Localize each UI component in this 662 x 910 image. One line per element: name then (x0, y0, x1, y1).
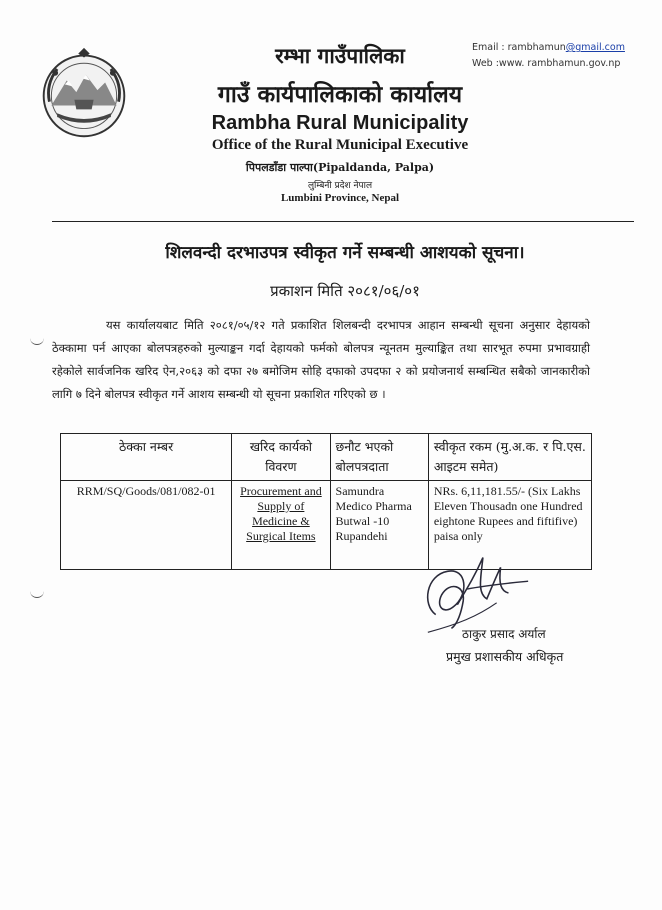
signatory-name: ठाकुर प्रसाद अर्याल (462, 627, 546, 641)
signatory-title: प्रमुख प्रशासकीय अधिकृत (446, 649, 564, 664)
cell-bidder: Samundra Medico Pharma Butwal -10 Rupandehi (330, 481, 428, 570)
cell-amount: NRs. 6,11,181.55/- (Six Lakhs Eleven Thousadn one Hundred eightone Rupees and fiftifive) paisa only (428, 481, 591, 570)
header-description: खरिद कार्यको विवरण (232, 434, 330, 481)
notice-body-text: यस कार्यालयबाट मिति २०८१/०५/१२ गते प्रकाशित शिलबन्दी दरभापत्र आहान सम्बन्धी सूचना अनुसार देहायको ठेक्कामा पर्न आएका बोलपत्रहरुको मुल्याङ्कन गर्दा देहायको फर्मको बोलपत्र न्यूनतम मुल्याङ्कित तथा सारभूत रुपमा प्रभावग्राही रहेकोले सार्वजनिक खरिद ऐन,२०६३ को दफा २७ बमोजिम सोहि दफाको उपदफा २ को प्रयोजनार्थ सम्बन्धित सबैको जानकारीको लागि ७ दिने बोलपत्र स्वीकृत गर्ने आशय सम्बन्धी यो सूचना प्रकाशित गरिएको छ । (52, 318, 590, 401)
province-nepali: लुम्बिनी प्रदेश नेपाल (307, 181, 373, 191)
table-header-row (61, 434, 592, 481)
punch-hole-mark (30, 335, 44, 345)
english-office-name: Office of the Rural Municipal Executive (211, 137, 469, 153)
header-bidder: छनौट भएको बोलपत्रदाता (330, 434, 428, 481)
handwritten-signature-icon (418, 545, 536, 637)
office-address: पिपलडाँडा पाल्पा(Pipaldanda, Palpa) (245, 161, 435, 174)
english-municipality-name: Rambha Rural Municipality (211, 112, 469, 134)
cell-description (232, 481, 330, 570)
publication-date: प्रकाशन मिति २०८१/०६/०१ (270, 282, 420, 300)
cell-contract-no: RRM/SQ/Goods/081/082-01 (61, 481, 232, 570)
nepali-office-name: गाउँ कार्यपालिकाको कार्यालय (217, 81, 463, 108)
notice-title: शिलवन्दी दरभाउपत्र स्वीकृत गर्ने सम्बन्धी आशयको सूचना। (165, 243, 525, 263)
nepali-municipality-name: रम्भा गाउँपालिका (275, 43, 405, 68)
punch-hole-mark (30, 588, 44, 598)
header-divider (52, 221, 634, 222)
description-link[interactable]: Procurement and Supply of Medicine & Surgical Items (240, 484, 322, 543)
nepal-government-emblem-icon (36, 46, 132, 142)
province-english: Lumbini Province, Nepal (280, 192, 400, 204)
header-contract-no: ठेक्का नम्बर (61, 434, 232, 481)
website-line[interactable]: Web :www. rambhamun.gov.np (472, 58, 621, 69)
notice-body (52, 314, 590, 406)
email-label: Email : rambhamun (472, 42, 566, 53)
email-link[interactable]: @gmail.com (565, 42, 625, 53)
header-amount: स्वीकृत रकम (मु.अ.क. र पि.एस. आइटम समेत) (428, 434, 591, 481)
